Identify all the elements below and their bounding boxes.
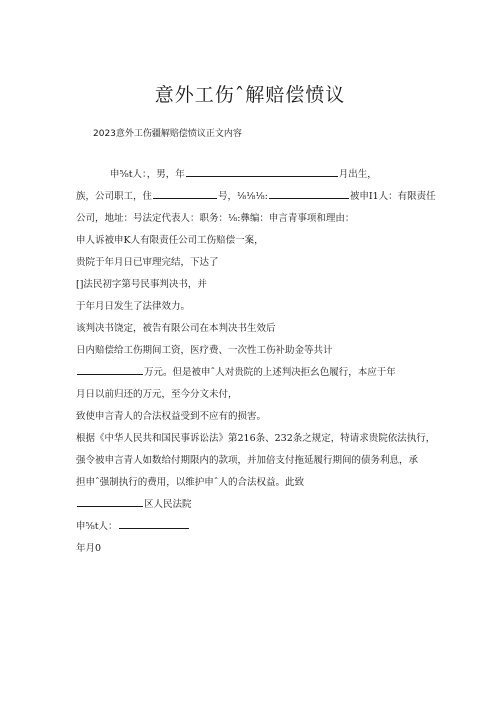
blank-birth	[186, 166, 338, 177]
amount-line	[76, 364, 396, 378]
address-label: 族，公司职工，住	[76, 191, 153, 202]
signature-label: 申⅝t人：	[76, 521, 118, 532]
id-label: 号，⅛⅛⅛:	[218, 191, 268, 202]
court-line	[76, 496, 192, 510]
effect-line: 于年月日发生了法律效力。	[76, 301, 191, 312]
ruling-line: 该判决书饶定，被告有限公司在本判决书生效后	[76, 323, 276, 334]
amount-text: 万元。但是被申ˆ人对贵院的上述判决拒幺色履行，本应于年	[144, 367, 396, 378]
company-line: 公司，地址：号法定代表人：职务：⅛:彝编：申言青事项和理由：	[76, 213, 355, 224]
costs-line: 担申ˆ强制执行的费用，以维护申ˆ人的合法权益。此致	[76, 477, 305, 488]
document-title: 意外工伤ˆ解赔偿愤议	[154, 84, 346, 106]
damage-line: 致使申言青人的合法权益受到不应有的损害。	[76, 411, 267, 422]
law-line: 根据《中华人民共和国民事诉讼法》第216条、232条之规定，特请求贵院依法执行，	[76, 433, 436, 444]
blank-address	[153, 188, 217, 199]
blank-amount	[77, 364, 143, 375]
case-line: 申人诉被申K人有限责任公司工伤赔偿一案，	[76, 235, 264, 246]
request-line: 强令被申言青人如数给付期限内的款项，并加倍支付拖延履行期间的债务利息，承	[76, 455, 419, 466]
document-subtitle: 2023意外工伤疆解赔偿愤议正文内容	[93, 129, 242, 139]
blank-court	[77, 496, 143, 507]
blank-id	[269, 188, 349, 199]
signature-line	[76, 518, 190, 532]
compensation-line: 日内赔偿给工伤期间工资，医疗费、一次性工伤补助金等共计	[76, 345, 333, 356]
address-line	[76, 188, 436, 202]
date-line: 年月0	[76, 543, 102, 554]
unpaid-line: 月日以前归还的万元，至今分文未付，	[76, 389, 238, 400]
birth-suffix: 月出生，	[338, 169, 377, 180]
blank-signature	[119, 518, 189, 529]
trial-line: 贵院于年月日已审理完结，下达了	[76, 257, 219, 268]
applicant-line	[110, 166, 377, 180]
applicant-label: 申⅝t人：，男，年	[110, 169, 185, 180]
judgment-line: []法民初字第号民事判决书，并	[76, 279, 207, 290]
court-text: 区人民法院	[144, 499, 192, 510]
respondent-label: 被申I1人：有限责任	[349, 191, 436, 202]
